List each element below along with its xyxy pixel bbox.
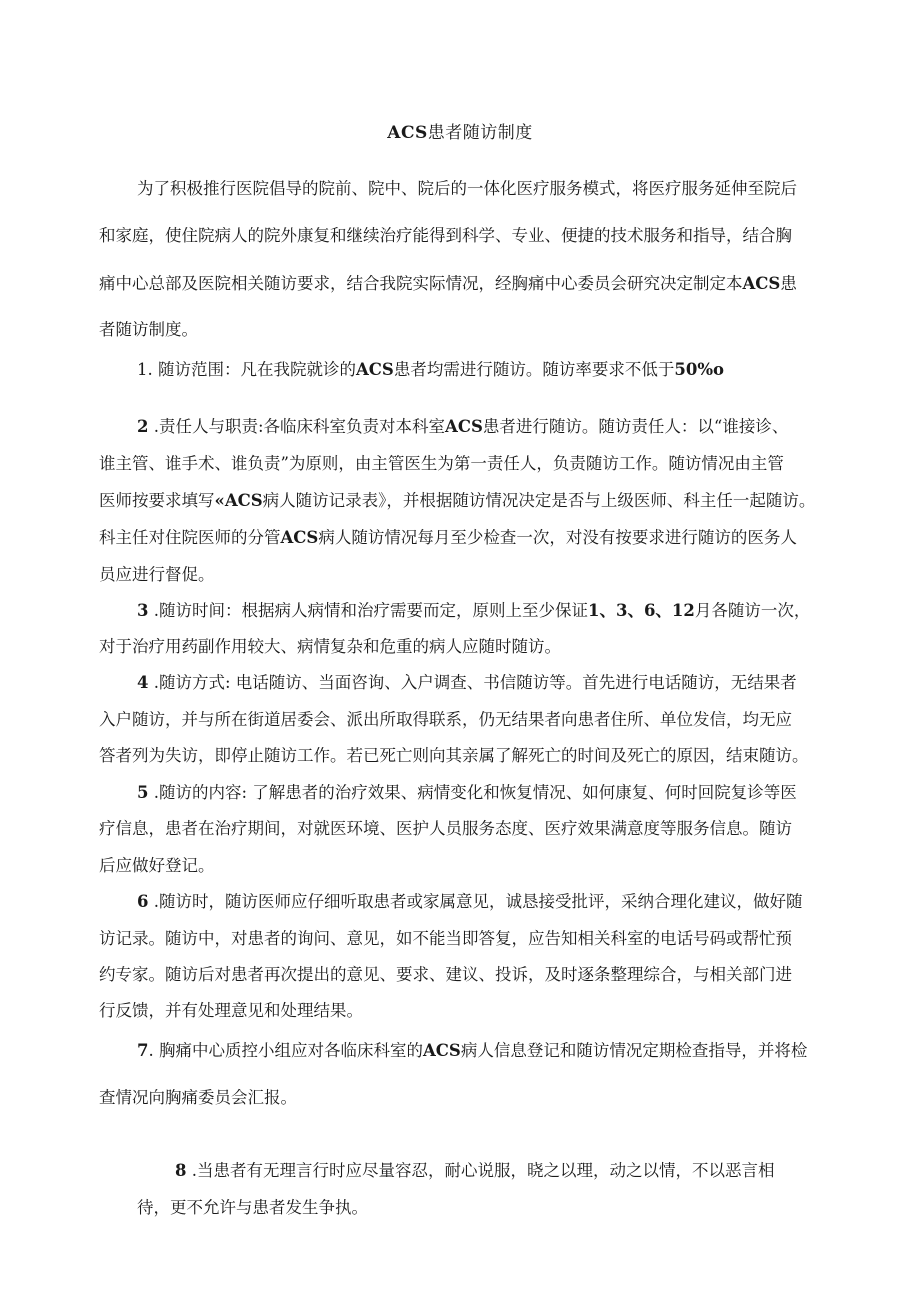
item-6-line-3: 约专家。随访后对患者再次提出的意见、要求、建议、投诉，及时逐条整理综合，与相关部门进 [99,965,792,984]
intro-line-3: 痛中心总部及医院相关随访要求，结合我院实际情况，经胸痛中心委员会研究决定制定本ACS患 [99,274,797,293]
intro-line-1: 为了积极推行医院倡导的院前、院中、院后的一体化医疗服务模式，将医疗服务延伸至院后 [137,179,797,198]
item-7-line-1: 7. 胸痛中心质控小组应对各临床科室的ACS病人信息登记和随访情况定期检查指导，并将检 [137,1041,808,1060]
item-2-line-1: 2 .责任人与职责:各临床科室负责对本科室ACS患者进行随访。随访责任人：以“谁接诊、 [137,417,789,436]
item-5-line-1: 5 .随访的内容: 了解患者的治疗效果、病情变化和恢复情况、如何康复、何时回院复诊等医 [137,783,797,802]
item-5-line-3: 后应做好登记。 [99,856,215,875]
item-2-line-5: 员应进行督促。 [99,565,215,584]
item-2-line-4: 科主任对住院医师的分管ACS病人随访情况每月至少检查一次，对没有按要求进行随访的医务人 [99,528,797,547]
follow-up-rate: 50%o [674,360,725,379]
intro-acs: ACS [742,274,781,293]
item-2-line-2: 谁主管、谁手术、谁负责”为原则，由主管医生为第一责任人，负责随访工作。随访情况由主管 [99,454,784,473]
item-3-line-2: 对于治疗用药副作用较大、病情复杂和危重的病人应随时随访。 [99,637,561,656]
title-text: 患者随访制度 [427,123,533,143]
item-6-line-4: 行反馈，并有处理意见和处理结果。 [99,1001,363,1020]
intro-line-4: 者随访制度。 [99,320,198,339]
item-3-line-1: 3 .随访时间：根据病人病情和治疗需要而定，原则上至少保证1、3、6、12月各随访一次， [137,601,811,620]
item-1: 1. 随访范围：凡在我院就诊的ACS患者均需进行随访。随访率要求不低于50%o [137,360,725,379]
item-6-line-2: 访记录。随访中，对患者的询问、意见，如不能当即答复，应告知相关科室的电话号码或帮忙预 [99,929,792,948]
item-5-line-2: 疗信息，患者在治疗期间，对就医环境、医护人员服务态度、医疗效果满意度等服务信息。随访 [99,819,792,838]
document-title [0,118,920,143]
item-8-line-2: 待，更不允许与患者发生争执。 [137,1198,368,1217]
intro-line-2: 和家庭，使住院病人的院外康复和继续治疗能得到科学、专业、便捷的技术服务和指导，结合胸 [99,226,792,245]
item-4-line-1: 4 .随访方式: 电话随访、当面咨询、入户调查、书信随访等。首先进行电话随访，无结果者 [137,673,797,692]
item-4-line-2: 入户随访，并与所在街道居委会、派出所取得联系，仍无结果者向患者住所、单位发信，均无应 [99,710,792,729]
item-2-line-3: 医师按要求填写«ACS病人随访记录表》，并根据随访情况决定是否与上级医师、科主任一起随访。 [99,491,816,510]
title-acs: ACS [387,123,428,143]
item-7-line-2: 查情况向胸痛委员会汇报。 [99,1088,297,1107]
follow-up-months: 1、3、6、12 [587,601,695,620]
item-6-line-1: 6 .随访时，随访医师应仔细听取患者或家属意见，诚恳接受批评，采纳合理化建议，做好随 [137,892,803,911]
item-4-line-3: 答者列为失访，即停止随访工作。若已死亡则向其亲属了解死亡的时间及死亡的原因，结束随访。 [99,746,809,765]
item-8-line-1: 8 .当患者有无理言行时应尽量容忍，耐心说服，晓之以理，动之以情，不以恶言相 [175,1161,775,1180]
